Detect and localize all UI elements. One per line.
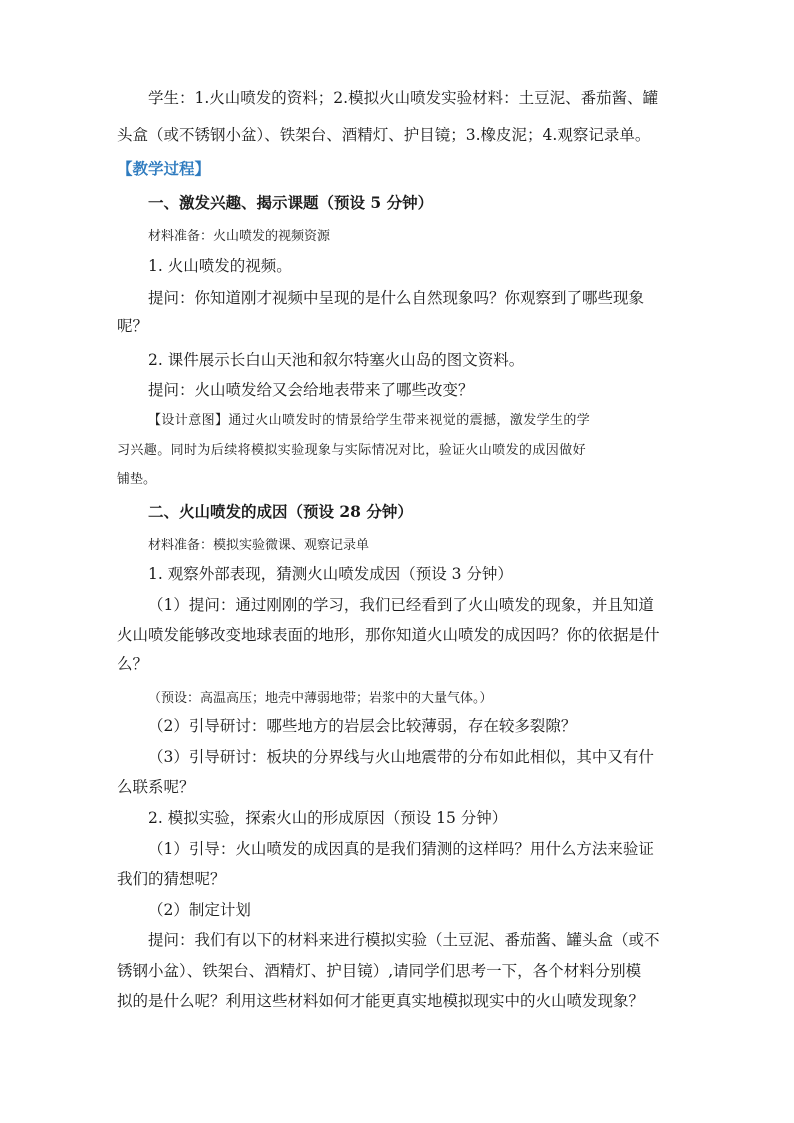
heading-part-one: 一、激发兴趣、揭示课题（预设 5 分钟） <box>148 193 434 212</box>
sub-question-1-end: 么？ <box>117 655 149 673</box>
question-1-cont: 呢？ <box>117 317 149 335</box>
sub-question-3: （3）引导研讨：板块的分界线与火山地震带的分布如此相似，其中又有什 <box>148 748 654 766</box>
step-observe: 1. 观察外部表现，猜测火山喷发成因（预设 3 分钟） <box>148 565 513 583</box>
plan-question-cont: 锈钢小盆）、铁架台、酒精灯、护目镜）,请同学们思考一下，各个材料分别模 <box>117 962 642 980</box>
question-1: 提问：你知道刚才视频中呈现的是什么自然现象吗？你观察到了哪些现象 <box>148 289 645 307</box>
sub-question-2: （2）引导研讨：哪些地方的岩层会比较薄弱，存在较多裂隙？ <box>148 717 577 735</box>
design-intent-line2: 习兴趣。同时为后续将模拟实验现象与实际情况对比，验证火山喷发的成因做好 <box>117 443 587 458</box>
step-1-video: 1. 火山喷发的视频。 <box>148 257 292 275</box>
heading-part-two: 二、火山喷发的成因（预设 28 分钟） <box>148 502 413 521</box>
preset-answers: （预设：高温高压；地壳中薄弱地带；岩浆中的大量气体。） <box>148 691 493 706</box>
design-intent-line1: 【设计意图】通过火山喷发时的情景给学生带来视觉的震撼，激发学生的学 <box>148 413 591 428</box>
plan-question: 提问：我们有以下的材料来进行模拟实验（土豆泥、番茄酱、罐头盒（或不 <box>148 931 660 949</box>
plan-question-end: 拟的是什么呢？利用这些材料如何才能更真实地模拟现实中的火山喷发现象？ <box>117 992 645 1010</box>
sub-question-3-cont: 么联系呢？ <box>117 778 195 796</box>
paragraph-students-materials: 学生：1.火山喷发的资料；2.模拟火山喷发实验材料：土豆泥、番茄酱、罐 <box>148 89 659 107</box>
paragraph-students-materials-cont: 头盒（或不锈钢小盆）、铁架台、酒精灯、护目镜；3.橡皮泥；4.观察记录单。 <box>117 126 651 144</box>
section-heading-teaching-process: 【教学过程】 <box>117 159 211 178</box>
materials-prep-two: 材料准备：模拟实验微课、观察记录单 <box>148 538 370 553</box>
guide-question: （1）引导：火山喷发的成因真的是我们猜测的这样吗？用什么方法来验证 <box>148 840 654 858</box>
make-plan: （2）制定计划 <box>148 901 251 919</box>
sub-question-1: （1）提问：通过刚刚的学习，我们已经看到了火山喷发的现象，并且知道 <box>148 596 654 614</box>
guide-question-cont: 我们的猜想呢？ <box>117 870 226 888</box>
step-simulate: 2. 模拟实验，探索火山的形成原因（预设 15 分钟） <box>148 809 508 827</box>
design-intent-line3: 铺垫。 <box>117 472 157 487</box>
sub-question-1-cont: 火山喷发能够改变地球表面的地形，那你知道火山喷发的成因吗？你的依据是什 <box>117 626 660 644</box>
question-2: 提问：火山喷发给又会给地表带来了哪些改变？ <box>148 381 474 399</box>
materials-prep-one: 材料准备：火山喷发的视频资源 <box>148 229 331 244</box>
step-2-courseware: 2. 课件展示长白山天池和叙尔特塞火山岛的图文资料。 <box>148 351 525 369</box>
